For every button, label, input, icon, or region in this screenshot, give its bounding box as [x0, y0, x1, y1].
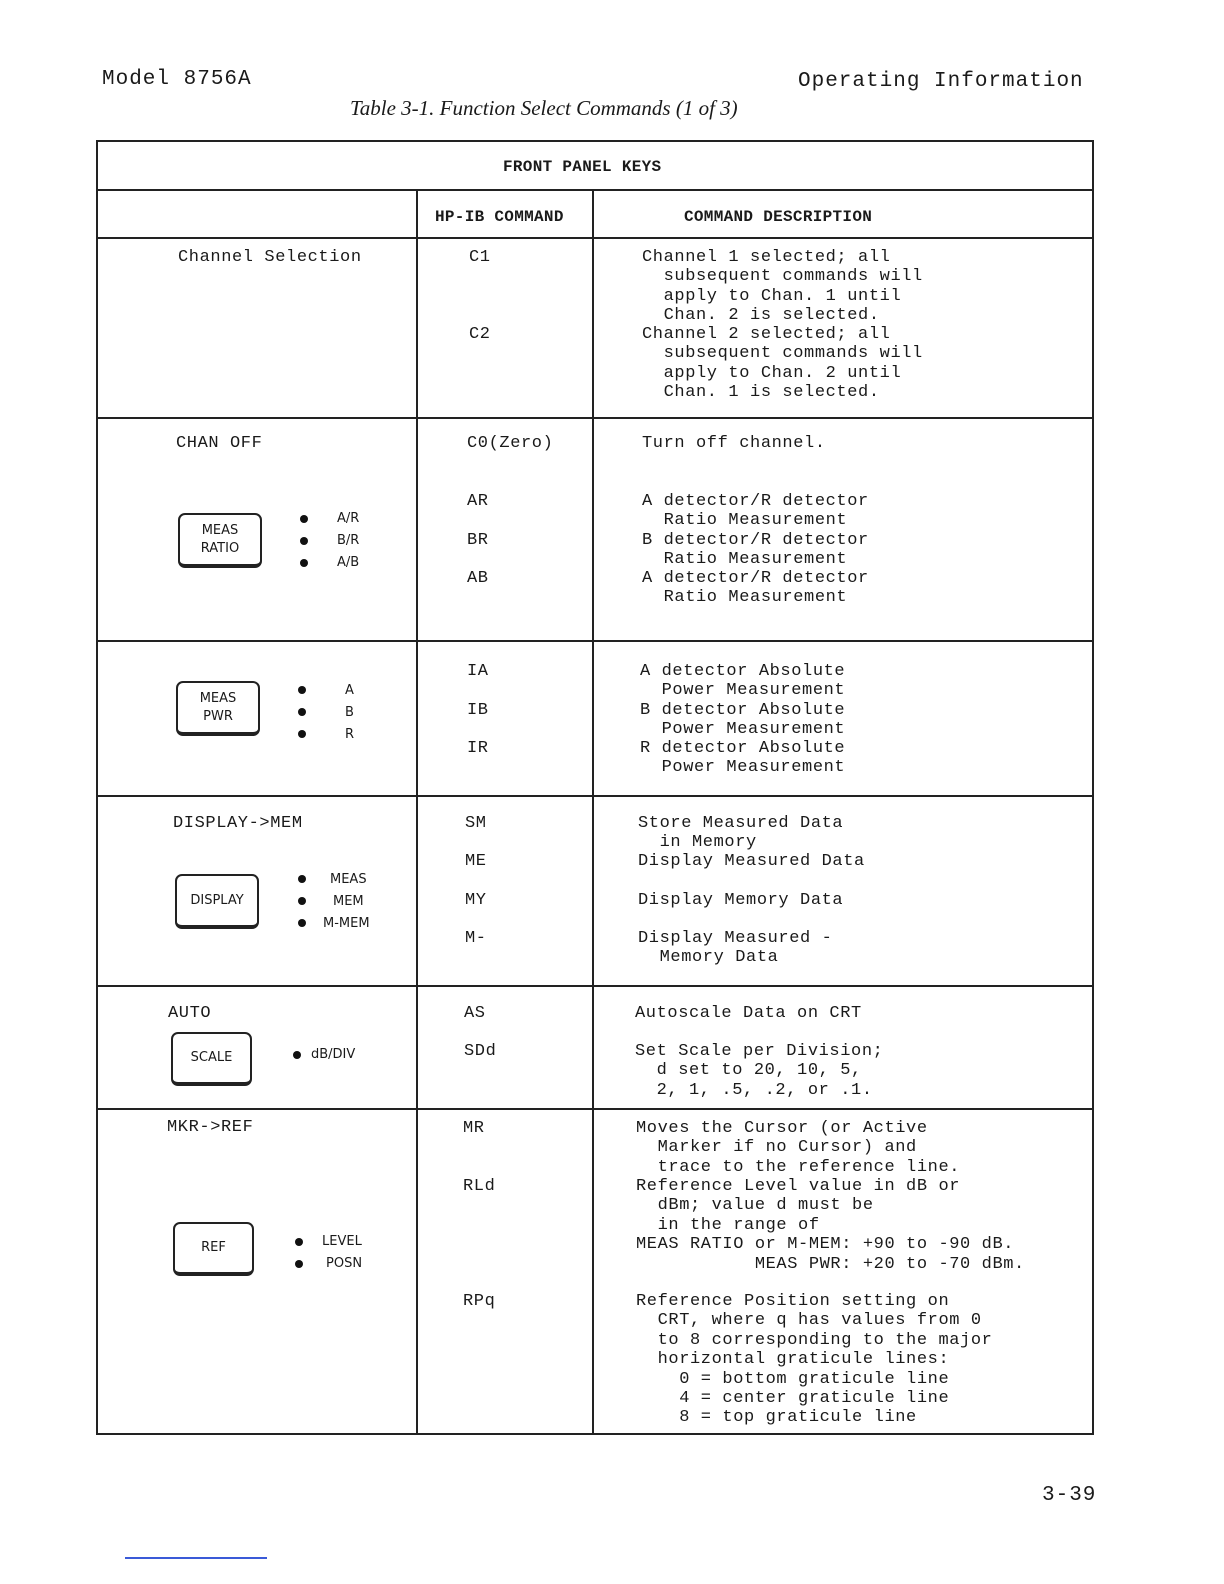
command-mr: MR — [463, 1119, 485, 1138]
display-key — [175, 874, 259, 929]
bullet-dot — [298, 919, 306, 927]
option-b-over-r: B/R — [337, 533, 360, 548]
description-as: Autoscale Data on CRT — [635, 1004, 862, 1023]
option-a: A — [345, 683, 354, 698]
bullet-dot — [300, 515, 308, 523]
row-rule-3 — [96, 795, 1094, 797]
ref-key — [173, 1222, 254, 1276]
description-me: Display Measured Data — [638, 852, 865, 871]
option-a-over-r: A/R — [337, 511, 360, 526]
column-header-command: HP-IB COMMAND — [435, 208, 564, 226]
command-me: ME — [465, 852, 487, 871]
row-rule-4 — [96, 985, 1094, 987]
table-title: Table 3-1. Function Select Commands (1 of 3) — [350, 96, 738, 120]
bullet-dot — [300, 537, 308, 545]
description-ir: R detector Absolute Power Measurement — [640, 739, 846, 778]
row-label-auto: AUTO — [168, 1004, 212, 1023]
description-sdd: Set Scale per Division; d set to 20, 10, 5, 2, 1, .5, .2, or .1. — [635, 1042, 884, 1100]
description-ia: A detector Absolute Power Measurement — [640, 662, 846, 701]
description-ar: A detector/R detector Ratio Measurement — [642, 492, 869, 531]
bullet-dot — [293, 1051, 301, 1059]
option-b: B — [345, 705, 354, 720]
description-c1: Channel 1 selected; all subsequent commands will apply to Chan. 1 until Chan. 2 is selected. — [642, 248, 923, 326]
ref-key-label: REF — [201, 1240, 226, 1255]
bullet-dot — [298, 708, 306, 716]
row-rule-5 — [96, 1108, 1094, 1110]
description-sm: Store Measured Data in Memory — [638, 814, 844, 853]
row-label-mkr-ref: MKR->REF — [167, 1118, 254, 1137]
description-mr: Moves the Cursor (or Active Marker if no Cursor) and trace to the reference line. — [636, 1119, 961, 1177]
command-ab: AB — [467, 569, 489, 588]
description-br: B detector/R detector Ratio Measurement — [642, 531, 869, 570]
row-rule-2 — [96, 640, 1094, 642]
meas-ratio-key — [178, 513, 262, 568]
column-rule-1 — [416, 189, 418, 1433]
bullet-dot — [300, 559, 308, 567]
command-c1: C1 — [469, 248, 491, 267]
meas-pwr-key — [176, 681, 260, 736]
meas-pwr-key-label: MEAS PWR — [199, 690, 237, 724]
bullet-dot — [298, 875, 306, 883]
bullet-dot — [295, 1260, 303, 1268]
description-c0: Turn off channel. — [642, 434, 826, 453]
page-number: 3-39 — [1042, 1484, 1097, 1507]
option-m-mem: M-MEM — [323, 916, 370, 931]
option-meas: MEAS — [330, 872, 367, 887]
command-sm: SM — [465, 814, 487, 833]
command-c0: C0(Zero) — [467, 434, 554, 453]
option-posn: POSN — [326, 1256, 363, 1271]
command-c2: C2 — [469, 325, 491, 344]
command-ia: IA — [467, 662, 489, 681]
description-m-minus: Display Measured - Memory Data — [638, 929, 833, 968]
command-ir: IR — [467, 739, 489, 758]
row-label-channel-selection: Channel Selection — [178, 248, 362, 267]
option-r: R — [345, 727, 355, 742]
scale-key-label: SCALE — [190, 1050, 233, 1065]
option-mem: MEM — [333, 894, 364, 909]
description-ab: A detector/R detector Ratio Measurement — [642, 569, 869, 608]
bullet-dot — [298, 897, 306, 905]
footer-rule — [125, 1557, 267, 1559]
column-rule-2 — [592, 189, 594, 1433]
command-ar: AR — [467, 492, 489, 511]
meas-ratio-key-label: MEAS RATIO — [200, 522, 240, 556]
command-my: MY — [465, 891, 487, 910]
command-ib: IB — [467, 701, 489, 720]
description-my: Display Memory Data — [638, 891, 844, 910]
command-sdd: SDd — [464, 1042, 497, 1061]
section-header: Operating Information — [798, 70, 1084, 93]
row-label-display-mem: DISPLAY->MEM — [173, 814, 303, 833]
command-m-minus: M- — [465, 929, 487, 948]
banner-rule — [96, 189, 1094, 191]
row-label-chan-off: CHAN OFF — [176, 434, 263, 453]
bullet-dot — [298, 686, 306, 694]
command-rpq: RPq — [463, 1292, 496, 1311]
command-as: AS — [464, 1004, 486, 1023]
bullet-dot — [298, 730, 306, 738]
column-header-description: COMMAND DESCRIPTION — [684, 208, 873, 226]
command-br: BR — [467, 531, 489, 550]
option-a-over-b: A/B — [337, 555, 360, 570]
description-rld: Reference Level value in dB or dBm; value d must be in the range of MEAS RATIO or M-MEM: +90 to -90 dB. MEAS PWR: +20 to -70 dBm. — [636, 1177, 1025, 1274]
description-rpq: Reference Position setting on CRT, where q has values from 0 to 8 corresponding to the major horizontal graticule lines: 0 = bottom graticule line 4 = center graticule line 8 = top graticule line — [636, 1292, 993, 1428]
description-c2: Channel 2 selected; all subsequent commands will apply to Chan. 2 until Chan. 1 is selected. — [642, 325, 923, 403]
banner-front-panel-keys: FRONT PANEL KEYS — [503, 158, 662, 176]
command-rld: RLd — [463, 1177, 496, 1196]
row-rule-1 — [96, 417, 1094, 419]
option-db-div: dB/DIV — [311, 1047, 356, 1062]
display-key-label: DISPLAY — [190, 892, 244, 908]
bullet-dot — [295, 1238, 303, 1246]
option-level: LEVEL — [322, 1234, 362, 1249]
header-rule — [96, 237, 1094, 239]
scale-key — [171, 1032, 252, 1086]
description-ib: B detector Absolute Power Measurement — [640, 701, 846, 740]
model-header: Model 8756A — [102, 68, 252, 91]
